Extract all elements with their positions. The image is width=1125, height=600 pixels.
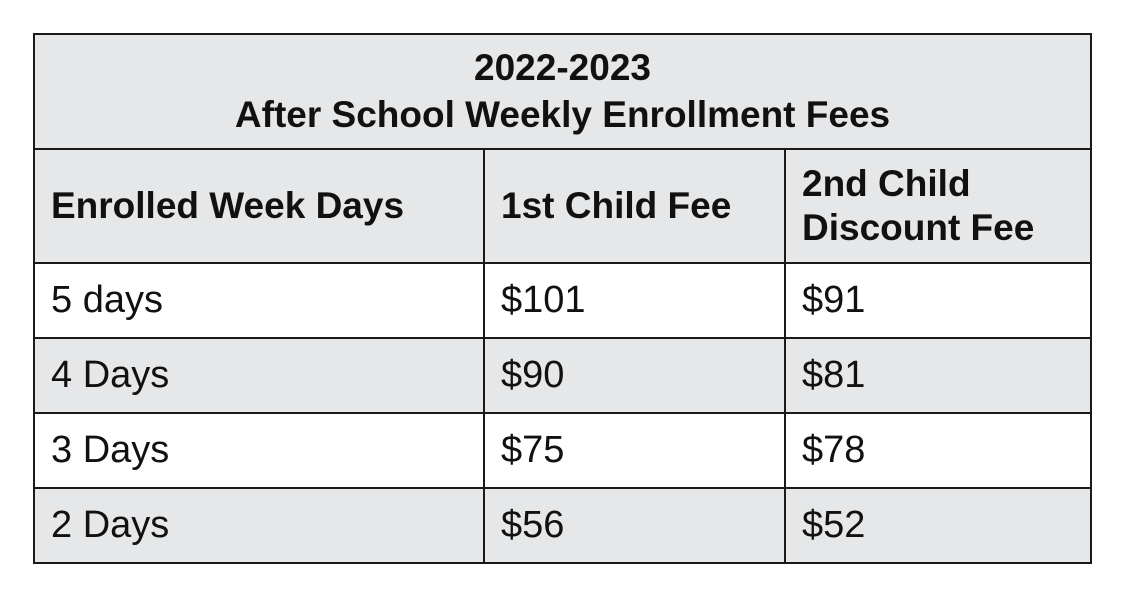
table-title-year: 2022-2023 bbox=[474, 46, 651, 88]
column-header-2nd-child-discount-fee: 2nd Child Discount Fee bbox=[785, 149, 1091, 263]
table-title-row bbox=[34, 34, 1091, 149]
table-row bbox=[34, 263, 1091, 338]
row-2nd-child-fee-cell: $81 bbox=[785, 338, 1091, 413]
enrollment-fees-table bbox=[33, 33, 1092, 564]
row-2nd-child-fee-cell: $52 bbox=[785, 488, 1091, 563]
row-1st-child-fee-cell: $56 bbox=[484, 488, 785, 563]
column-header-enrolled-week-days: Enrolled Week Days bbox=[34, 149, 484, 263]
table-row bbox=[34, 413, 1091, 488]
row-days-cell: 4 Days bbox=[34, 338, 484, 413]
row-1st-child-fee-cell: $101 bbox=[484, 263, 785, 338]
table-title-text: After School Weekly Enrollment Fees bbox=[234, 93, 891, 135]
row-days-cell: 5 days bbox=[34, 263, 484, 338]
table-row bbox=[34, 338, 1091, 413]
column-header-1st-child-fee: 1st Child Fee bbox=[484, 149, 785, 263]
row-2nd-child-fee-cell: $91 bbox=[785, 263, 1091, 338]
table-header-row bbox=[34, 149, 1091, 263]
row-days-cell: 3 Days bbox=[34, 413, 484, 488]
row-2nd-child-fee-cell: $78 bbox=[785, 413, 1091, 488]
row-1st-child-fee-cell: $90 bbox=[484, 338, 785, 413]
table-row bbox=[34, 488, 1091, 563]
row-days-cell: 2 Days bbox=[34, 488, 484, 563]
table-title bbox=[34, 34, 1091, 149]
row-1st-child-fee-cell: $75 bbox=[484, 413, 785, 488]
